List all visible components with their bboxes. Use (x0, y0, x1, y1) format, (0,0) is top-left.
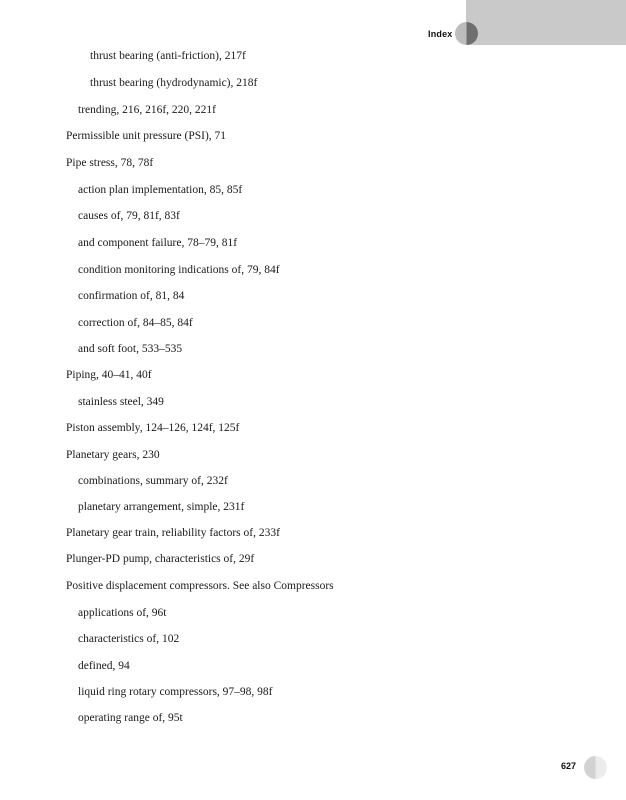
index-subentry: characteristics of, 102 (78, 633, 180, 645)
index-subentry: condition monitoring indications of, 79, 84f (78, 264, 280, 276)
page-number: 627 (561, 761, 577, 771)
index-subentry: thrust bearing (anti-friction), 217f (90, 50, 246, 62)
index-entry: Pipe stress, 78, 78f (66, 157, 154, 169)
index-subentry: applications of, 96t (78, 607, 167, 619)
header-thumb-tab (455, 22, 478, 45)
index-entry: Planetary gear train, reliability factors of, 233f (66, 527, 280, 539)
index-entry: Planetary gears, 230 (66, 449, 160, 461)
index-subentry: planetary arrangement, simple, 231f (78, 501, 245, 513)
index-subentry: action plan implementation, 85, 85f (78, 184, 243, 196)
index-entry: Permissible unit pressure (PSI), 71 (66, 130, 227, 142)
index-subentry: correction of, 84–85, 84f (78, 317, 193, 329)
index-subentry: liquid ring rotary compressors, 97–98, 98f (78, 686, 273, 698)
index-entry: Positive displacement compressors. See also Compressors (66, 580, 334, 592)
index-subentry: operating range of, 95t (78, 712, 183, 724)
index-entry: Piston assembly, 124–126, 124f, 125f (66, 422, 240, 434)
index-subentry: thrust bearing (hydrodynamic), 218f (90, 77, 258, 89)
index-subentry: confirmation of, 81, 84 (78, 290, 185, 302)
footer-thumb-tab (584, 756, 607, 779)
index-subentry: trending, 216, 216f, 220, 221f (78, 104, 216, 116)
section-label: Index (428, 29, 453, 39)
index-subentry: causes of, 79, 81f, 83f (78, 210, 180, 222)
index-subentry: combinations, summary of, 232f (78, 475, 228, 487)
index-subentry: stainless steel, 349 (78, 396, 164, 408)
index-entry: Piping, 40–41, 40f (66, 369, 152, 381)
index-subentry: and component failure, 78–79, 81f (78, 237, 238, 249)
header-band (466, 0, 626, 45)
index-entry: Plunger-PD pump, characteristics of, 29f (66, 553, 255, 565)
index-subentry: defined, 94 (78, 660, 130, 672)
index-subentry: and soft foot, 533–535 (78, 343, 183, 355)
